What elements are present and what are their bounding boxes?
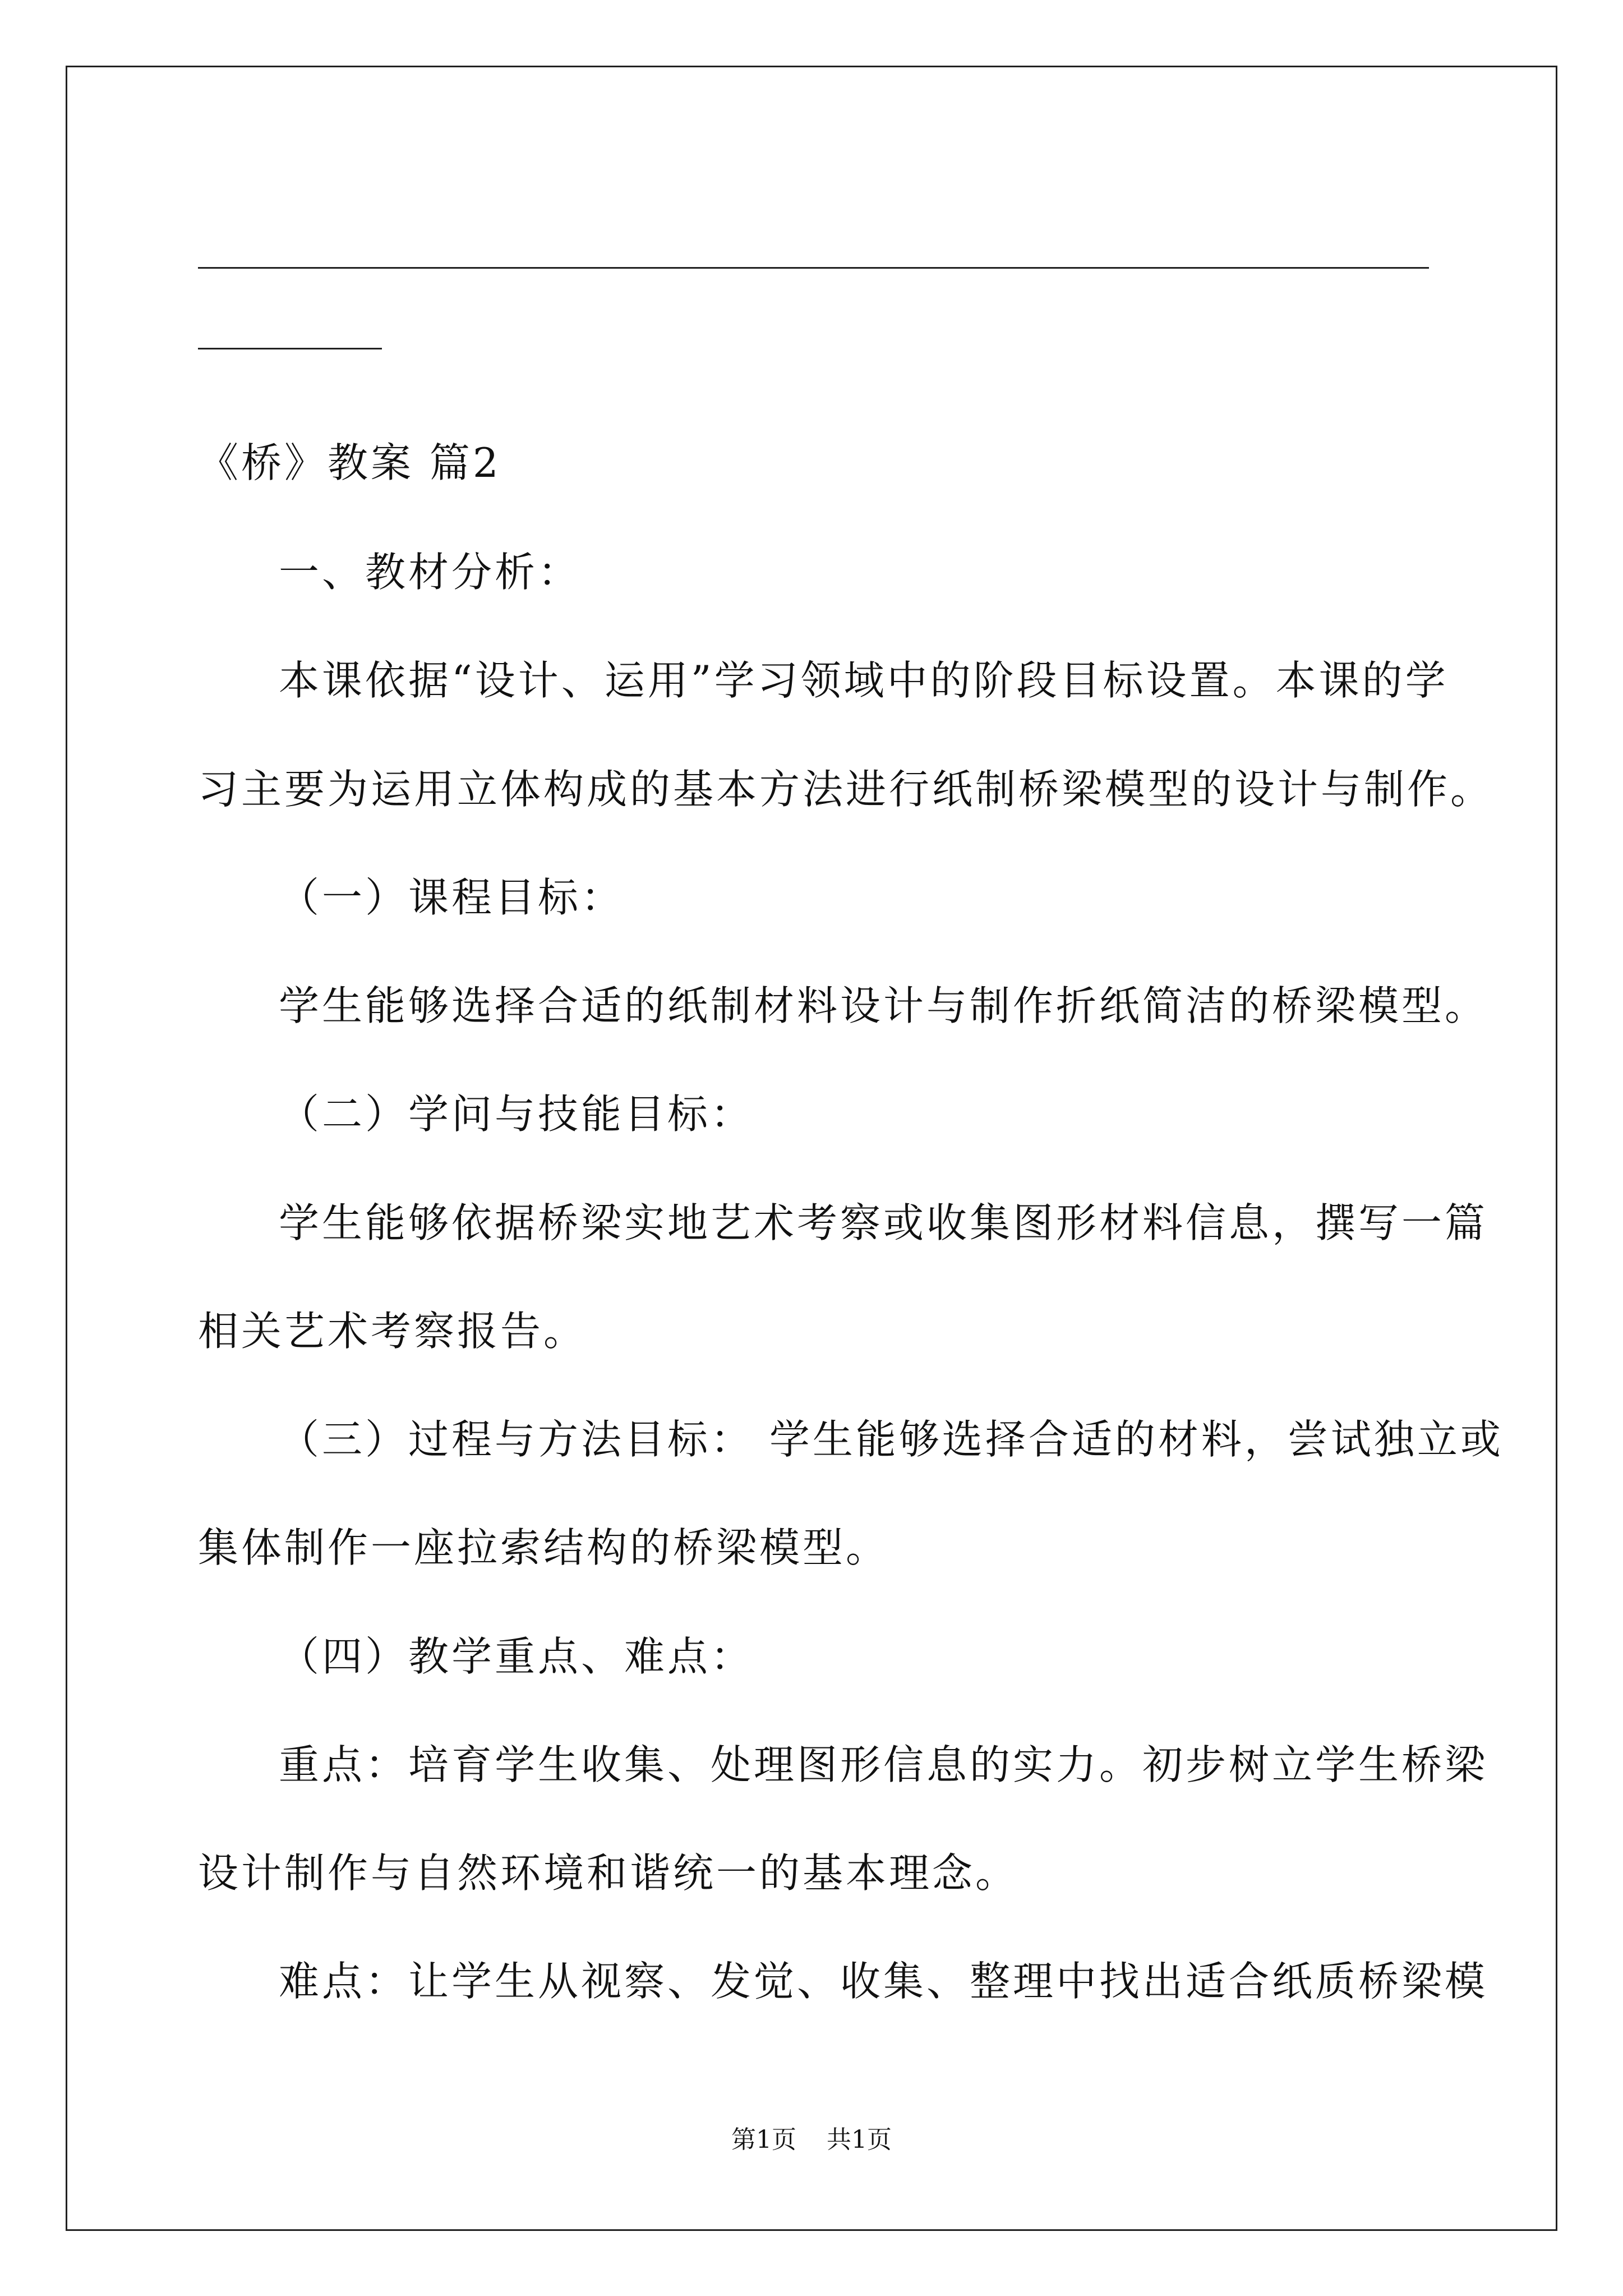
section-heading-analysis: 一、教材分析： (279, 549, 582, 596)
paragraph-line: 集体制作一座拉索结构的桥梁模型。 (198, 1524, 889, 1571)
page-number-current: 第1页 (731, 2125, 796, 2154)
subheading-key-points: （四）教学重点、难点： (279, 1633, 754, 1680)
page-border (66, 66, 1557, 2231)
document-title: 《桥》教案 篇2 (198, 439, 501, 486)
horizontal-rule-long (198, 267, 1429, 269)
paragraph-line: 学生能够依据桥梁实地艺术考察或收集图形材料信息，撰写一篇 (279, 1199, 1488, 1246)
horizontal-rule-short (198, 348, 382, 349)
paragraph-line: 学生能够选择合适的纸制材料设计与制作折纸简洁的桥梁模型。 (279, 982, 1488, 1029)
subheading-process-goal: （三）过程与方法目标： 学生能够选择合适的材料，尝试独立或 (279, 1416, 1504, 1463)
page-number-total: 共1页 (827, 2125, 892, 2154)
paragraph-line: 习主要为运用立体构成的基本方法进行纸制桥梁模型的设计与制作。 (198, 766, 1494, 813)
subheading-knowledge-goal: （二）学问与技能目标： (279, 1091, 754, 1138)
subheading-course-goal: （一）课程目标： (279, 874, 625, 921)
paragraph-line: 重点：培育学生收集、处理图形信息的实力。初步树立学生桥梁 (279, 1741, 1488, 1788)
paragraph-line: 设计制作与自然环境和谐统一的基本理念。 (198, 1849, 1019, 1897)
page-footer (0, 2123, 1623, 2157)
paragraph-line: 难点：让学生从视察、发觉、收集、整理中找出适合纸质桥梁模 (279, 1958, 1488, 2005)
paragraph-line: 本课依据“设计、运用”学习领域中的阶段目标设置。本课的学 (279, 657, 1449, 704)
paragraph-line: 相关艺术考察报告。 (198, 1308, 587, 1355)
